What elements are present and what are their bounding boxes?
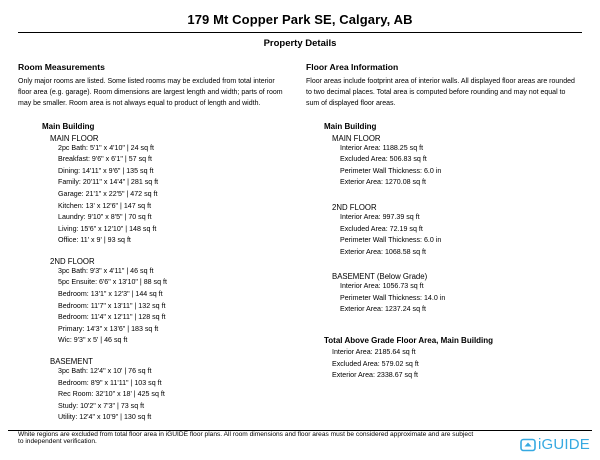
- room-measurement: Family: 20'11" x 14'4" | 281 sq ft: [58, 178, 159, 187]
- floor-name: MAIN FLOOR: [50, 133, 99, 143]
- room-measurement: Study: 10'2" x 7'3" | 73 sq ft: [58, 401, 145, 410]
- area-line: Perimeter Wall Thickness: 14.0 in: [340, 293, 446, 302]
- building-heading: Main Building: [324, 121, 377, 131]
- floor-name: MAIN FLOOR: [332, 133, 381, 143]
- area-line: Interior Area: 1188.25 sq ft: [340, 143, 424, 152]
- total-area-heading: Total Above Grade Floor Area, Main Building: [324, 336, 494, 346]
- floor-area-heading: Floor Area Information: [306, 62, 399, 72]
- iguide-logo: [520, 436, 590, 453]
- floor-name: BASEMENT (Below Grade): [332, 272, 428, 282]
- room-measurement: 2pc Bath: 5'1" x 4'10" | 24 sq ft: [58, 143, 154, 152]
- room-measurement: Bedroom: 11'7" x 13'11" | 132 sq ft: [58, 301, 166, 310]
- room-measurement: Garage: 21'1" x 22'5" | 472 sq ft: [58, 189, 158, 198]
- room-measurement: Bedroom: 11'4" x 12'11" | 128 sq ft: [58, 313, 166, 322]
- area-line: Perimeter Wall Thickness: 6.0 in: [340, 236, 442, 245]
- room-measurement: Primary: 14'3" x 13'6" | 183 sq ft: [58, 324, 159, 333]
- floor-group-2nd: [18, 257, 294, 347]
- area-line: Interior Area: 1056.73 sq ft: [340, 282, 424, 291]
- area-line: Interior Area: 997.39 sq ft: [340, 212, 420, 221]
- content-columns: [0, 62, 600, 424]
- area-line: Exterior Area: 2338.67 sq ft: [332, 371, 418, 380]
- room-measurement: Utility: 12'4" x 10'9" | 130 sq ft: [58, 413, 152, 422]
- area-line: Exterior Area: 1270.08 sq ft: [340, 178, 426, 187]
- floor-group-basement: [18, 357, 294, 424]
- room-measurements-heading: Room Measurements: [18, 62, 105, 72]
- room-measurement: Dining: 14'11" x 9'6" | 135 sq ft: [58, 166, 154, 175]
- room-measurement: Kitchen: 13' x 12'6" | 147 sq ft: [58, 201, 152, 210]
- floor-group-main: [18, 134, 294, 247]
- room-measurement: 3pc Bath: 9'3" x 4'11" | 46 sq ft: [58, 266, 154, 275]
- iguide-logo-text: iGUIDE: [537, 436, 590, 453]
- room-measurement: Living: 15'6" x 12'10" | 148 sq ft: [58, 224, 157, 233]
- room-measurement: Rec Room: 32'10" x 18' | 425 sq ft: [58, 390, 165, 399]
- room-measurement: Wic: 9'3" x 5' | 46 sq ft: [58, 336, 128, 345]
- page-subtitle: Property Details: [263, 38, 337, 49]
- room-measurement: Bedroom: 13'1" x 12'3" | 144 sq ft: [58, 290, 163, 299]
- area-section-2nd: [306, 203, 600, 258]
- floor-name: BASEMENT: [50, 357, 93, 367]
- footer-disclaimer: White regions are excluded from total floor area in iGUIDE floor plans. All room dimensions and floor areas must be considered approximate and are subject to independent verification.: [18, 431, 474, 445]
- floor-name: 2ND FLOOR: [50, 256, 95, 266]
- area-section-basement: [306, 272, 600, 316]
- header-divider: [18, 32, 582, 33]
- area-line: Perimeter Wall Thickness: 6.0 in: [340, 166, 442, 175]
- floor-name: 2ND FLOOR: [332, 202, 377, 212]
- area-line: Excluded Area: 579.02 sq ft: [332, 359, 419, 368]
- room-measurement: Bedroom: 8'9" x 11'11" | 103 sq ft: [58, 378, 162, 387]
- building-heading: Main Building: [42, 121, 95, 131]
- area-line: Excluded Area: 72.19 sq ft: [340, 224, 423, 233]
- room-measurement: Laundry: 9'10" x 8'5" | 70 sq ft: [58, 213, 152, 222]
- room-measurements-description: Only major rooms are listed. Some listed rooms may be excluded from total interior floor area (e.g. garage). Room dimensions are largest length and width; parts of room may be smaller. Room area is not always equal to product of length and width.: [18, 78, 283, 107]
- area-line: Interior Area: 2185.64 sq ft: [332, 348, 416, 357]
- floor-area-description: Floor areas include footprint area of interior walls. All displayed floor areas are rounded to two decimal places. Total area is computed before rounding and may not equal to sum of displayed floor areas.: [306, 78, 575, 107]
- floor-area-column: [294, 62, 600, 424]
- room-measurement: Breakfast: 9'6" x 6'1" | 57 sq ft: [58, 155, 152, 164]
- room-measurement: 3pc Bath: 12'4" x 10' | 76 sq ft: [58, 367, 152, 376]
- room-measurement: Office: 11' x 9' | 93 sq ft: [58, 236, 131, 245]
- area-line: Excluded Area: 506.83 sq ft: [340, 155, 427, 164]
- area-line: Exterior Area: 1068.58 sq ft: [340, 247, 426, 256]
- room-measurements-column: [0, 62, 294, 424]
- area-section-main: [306, 134, 600, 189]
- iguide-logo-icon: [520, 438, 536, 452]
- page-title: 179 Mt Copper Park SE, Calgary, AB: [187, 12, 413, 27]
- area-line: Exterior Area: 1237.24 sq ft: [340, 305, 426, 314]
- room-measurement: 5pc Ensuite: 6'6" x 13'10" | 88 sq ft: [58, 278, 167, 287]
- total-area-lines: [306, 347, 600, 382]
